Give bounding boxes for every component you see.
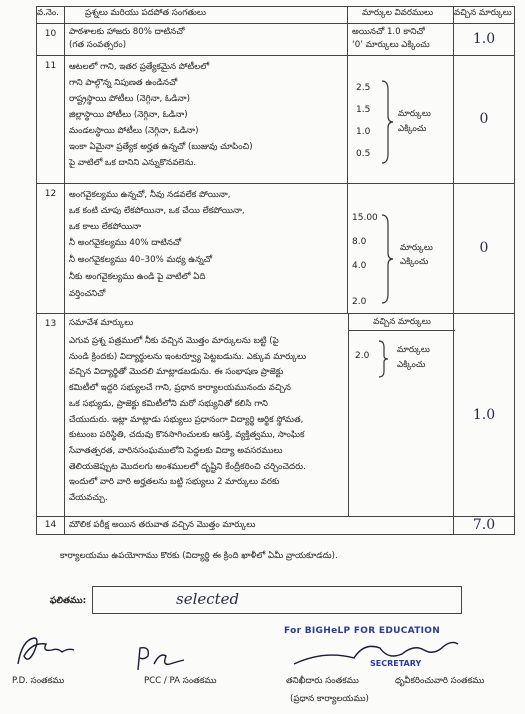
score-cell [454,56,515,184]
row-number: 14 [37,517,65,535]
organization-stamp: For BIGHeLP FOR EDUCATION [284,626,441,636]
result-label: ఫలితము: [50,596,87,606]
question-line: మండలస్థాయి పోటీలు (నెగ్గినా, ఓడినా) [69,126,199,136]
options-label: ఎక్కించు [398,124,427,134]
options-label: మార్కులు [397,345,430,355]
table-header [37,7,515,24]
result-value: selected [176,590,240,608]
question-line: జిల్లాస్థాయి పోటీలు (నెగ్గినా, ఓడినా) [69,110,188,120]
header-sno: వ.నెం. [37,7,65,24]
score-value: 0 [479,240,489,256]
evaluation-table [36,6,515,535]
row-number: 12 [37,184,65,314]
question-cell [65,24,348,56]
question-line: కమిటీలో ఇద్దరి సభ్యులచే గాని, ప్రధాన కార్యాలయమునందు వచ్చిన [69,383,291,394]
question-paragraph [69,334,343,507]
table-row [37,56,515,184]
question-line: సేవాతత్పరత, వారినసంఘములోని పెద్దలకు విద్యా అవసరములు [69,445,283,456]
option-value: 4.0 [352,261,367,271]
header-questions: ప్రశ్నలు మరియు పదపోత సంగతులు [65,7,348,24]
inspector-signature-icon [284,630,464,674]
header-marks-detail: మార్కుల వివరములు [348,7,454,24]
pcc-signature-icon [132,642,192,674]
office-use-note: కార్యాలయము ఉపయోగాము కొరకు (విద్యార్థి ఈ క్రింది ఖాళీలో ఏమీ వ్రాయకూడదు). [60,551,338,561]
question-cell [65,517,454,535]
question-line: కుటుంబ పరిస్థితి, చదువు కొనసాగించులకు ఆసక్తి, వ్యక్తిత్వము, సాంఘిక [69,430,305,441]
marks-detail-cell [348,24,454,56]
pcc-signature-label: PCC / PA సంతకము [144,676,217,686]
pd-signature-icon [12,630,82,670]
stamp-designation: SECRETARY [370,659,422,668]
score-value: 7.0 [472,517,496,533]
pd-signature-label: P.D. సంతకము [12,676,65,686]
sub-header: వచ్చిన మార్కులు [348,314,455,331]
question-line: గాని పాల్గొన్న నిపుణత ఉండినచో [69,78,178,88]
question-line: పాఠశాలకు హాజరు 80% దాటినచో [69,27,185,37]
question-line: వర్తించనిచో [69,289,106,299]
table-row [37,24,515,56]
question-line: పై వాటిలో ఒక దానిని ఎన్నుకొనవలెను. [69,158,197,168]
score-value: 0 [479,111,489,127]
option-value: 1.5 [356,105,371,115]
divider [348,330,349,517]
result-field[interactable] [92,586,462,614]
options-label: మార్కులు [400,243,433,253]
question-line: ఒక సభ్యుడు, ప్రాజెక్టు కమిటీలోని మరో సభ్యునితో కలిసి గాని [69,398,268,409]
header-marks-given: వచ్చిన మార్కులు [454,7,515,24]
question-line: నీకు అంగవైకల్యము ఉండి పై వాటిలో ఏది [69,272,206,282]
option-value: 2.0 [355,351,370,361]
table-row [37,517,515,535]
score-cell [454,24,515,56]
options-label: ఎక్కించు [400,257,429,267]
row-number: 13 [37,314,65,517]
options-label: ఎక్కించు [397,360,426,370]
brace-icon [380,214,394,304]
marks-text: అయినచో 1.0 కానిచో [352,27,425,37]
score-cell [454,517,515,535]
district-signature-label: ధృవీకరించువారి సంతకము [395,676,485,686]
question-line: అంగవైకల్యము ఉన్నచో, నీవు నడవలేక పోయినా, [69,190,231,200]
question-cell [65,184,348,314]
inspector-signature-label: తనిఖీదారు సంతకము [286,676,359,686]
options-label: మార్కులు [398,109,431,119]
brace-icon [380,80,394,164]
question-line: ఒక కాలు లేకపోయినా [69,222,142,232]
head-office-label: (ప్రధాన కార్యాలయము) [290,694,369,704]
option-value: 2.0 [352,297,367,307]
marks-text: ‘0’ మార్కులు ఎక్కించు [352,40,430,50]
question-line: మౌలిక పరీక్ష అయిన తరువాత వచ్చిన మొత్తం మార్కులు [69,520,256,530]
marks-detail-cell [348,56,454,184]
question-line: వచ్చిన విద్యార్థితో మొదలి మాట్లాడబడును. ఈ సంభాషణ ప్రాజెక్టు [69,367,284,378]
score-value: 1.0 [472,31,496,47]
question-line: (గత సంవత్సరం) [69,40,127,50]
table-row [37,314,515,517]
question-line: ఇంకా ఏమైనా ప్రత్యేక అర్హత ఉన్నచో (బుజువు చూపించి) [69,142,253,152]
score-cell [454,184,515,314]
question-line: నీ అంగవైకల్యము 40% దాటినచో [69,238,182,248]
row-number: 11 [37,56,65,184]
section-title: సమావేశ మార్కులు [69,318,134,328]
option-value: 8.0 [352,237,367,247]
question-cell [65,56,348,184]
question-line: ఎగువ ప్రశ్న పత్రములో నీకు వచ్చిన మొత్తం మార్కులను బట్టి (పై [69,336,279,346]
question-line: ఆటలలో గాని, ఇతర ప్రత్యేకమైన పోటీలలో [69,62,210,72]
row-number: 10 [37,24,65,56]
question-line: రాష్ట్రస్థాయి పోటీలు (నెగ్గినా, ఓడినా) [69,94,190,104]
option-value: 1.0 [356,127,371,137]
question-line: నుండి క్రిందకు) విద్యార్థులను ఇంటర్వ్యూ పెట్టబడును. ఎక్కువ మార్కులు [69,351,307,362]
question-line: ఒక కంటి చూపు లేకపోయినా, ఒక చేయి లేకపోయినా, [69,206,245,216]
brace-icon [377,340,389,378]
option-value: 2.5 [356,83,371,93]
question-line: నీ అంగవైకల్యము 40–30% మధ్య ఉన్నచో [69,255,212,265]
score-value: 1.0 [472,406,496,423]
marks-detail-cell [348,184,454,314]
question-cell [65,314,454,517]
score-cell [454,314,515,517]
question-line: తెలియజెప్పుట మొదలగు అంశములలో దృష్టిని కేంద్రీకరించి చర్చించెదరు. [69,461,306,472]
table-row [37,184,515,314]
question-line: ఇందులో వారి వారి అర్హతలను బట్టి సభ్యులు 2 మార్కులు వరకు [69,477,280,488]
option-value: 15.00 [352,213,378,223]
question-line: చేయుదురు. ఇట్లా మాట్లాడు సభ్యులు ప్రధానంగా విద్యార్థి ఆర్థిక స్థోమత, [69,414,304,425]
option-value: 0.5 [356,149,371,159]
question-line: వేయవచ్చు. [69,493,108,504]
